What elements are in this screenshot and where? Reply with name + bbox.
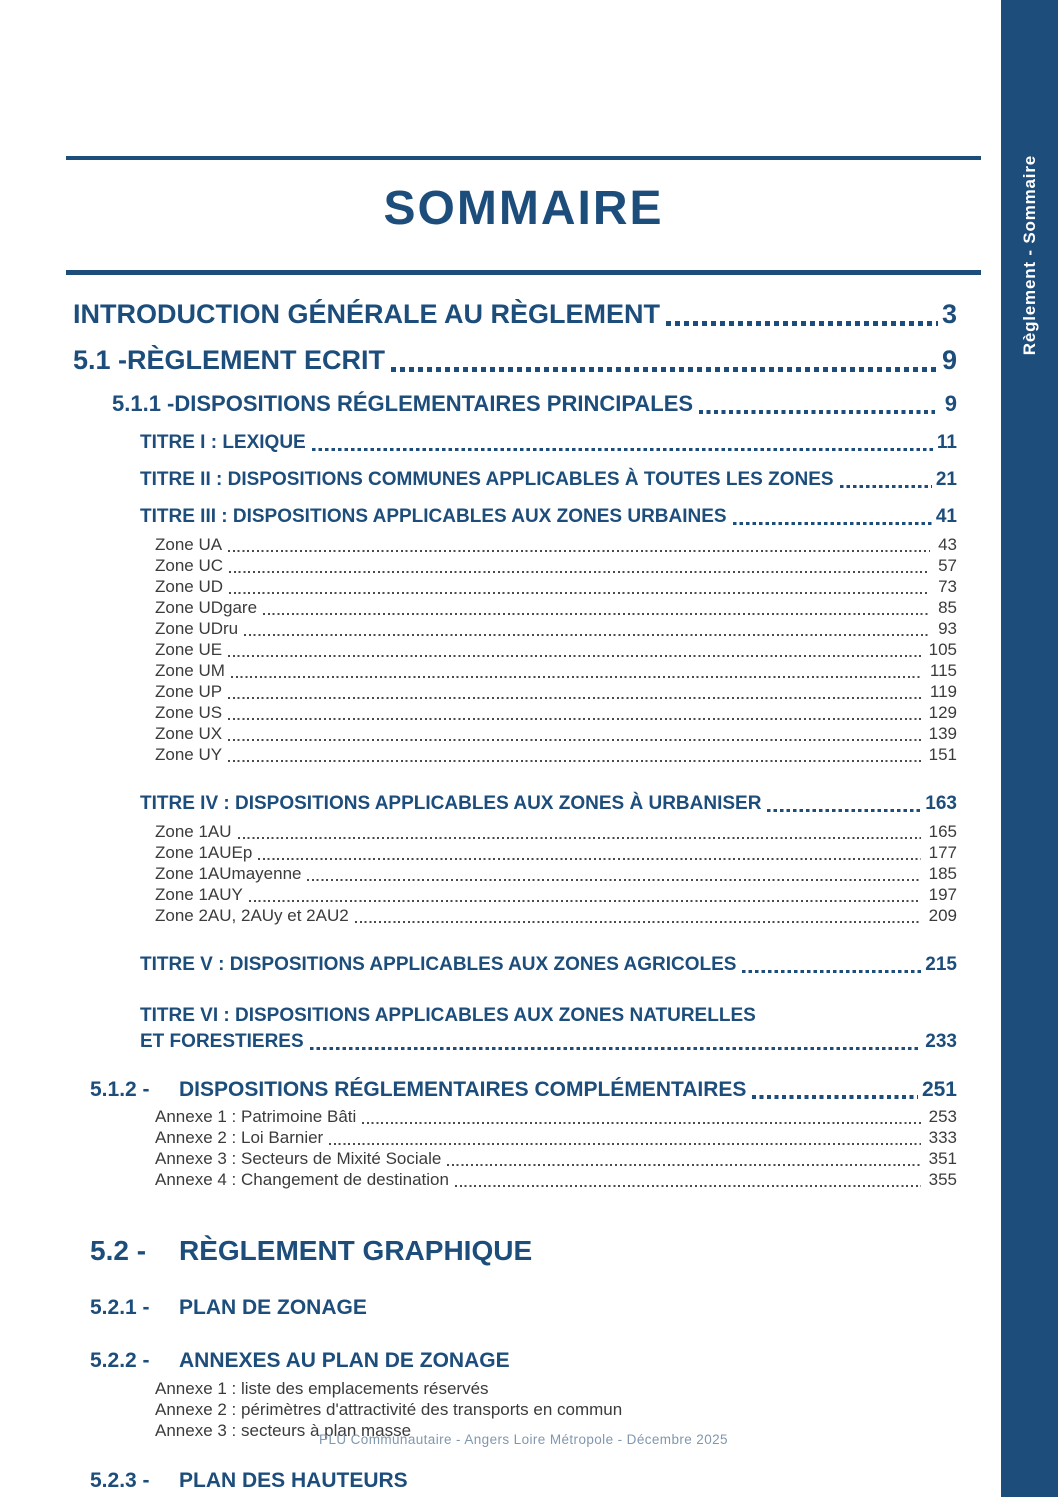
toc-entry-line: [155, 723, 957, 744]
toc-entry: [66, 842, 981, 863]
toc-entry-line: [140, 468, 957, 492]
toc-entry-page: 151: [928, 745, 957, 764]
toc-entry: [66, 723, 981, 744]
toc: [66, 275, 981, 1494]
toc-entry-line: [155, 618, 957, 639]
toc-entry-label: Annexe 1 : Patrimoine Bâti: [155, 1107, 357, 1126]
toc-entry-page: 57: [938, 556, 957, 575]
toc-entry-line: [155, 1106, 957, 1127]
toc-entry-page: 41: [935, 506, 957, 527]
toc-entry-page: 185: [928, 864, 957, 883]
dot-leader: [263, 613, 930, 615]
title-rule-top: [66, 156, 981, 160]
toc-entry-number: 5.2 -: [90, 1235, 147, 1266]
toc-entry-line: [155, 1148, 957, 1169]
toc-entry-label: Annexe 3 : secteurs à plan masse: [155, 1421, 412, 1440]
toc-entry: [66, 863, 981, 884]
toc-entry: [66, 555, 981, 576]
toc-entry-line: [155, 702, 957, 723]
toc-entry-line: [155, 905, 957, 926]
toc-entry-page: 177: [928, 843, 957, 862]
toc-entry-page: 9: [944, 391, 957, 416]
toc-entry-line: [73, 297, 957, 331]
toc-entry-label: Annexe 2 : Loi Barnier: [155, 1128, 324, 1147]
toc-entry-page: 105: [928, 640, 957, 659]
toc-entry-line: [155, 842, 957, 863]
toc-entry: [66, 1399, 981, 1420]
toc-entry-label: TITRE VI : DISPOSITIONS APPLICABLES AUX ZONES NATURELLES: [140, 1005, 756, 1026]
dot-leader: [238, 837, 921, 839]
toc-entry-line: [90, 1347, 957, 1374]
dot-leader: [699, 410, 935, 414]
toc-entry-line: [155, 1169, 957, 1190]
toc-entry-page: 139: [928, 724, 957, 743]
toc-entry: [66, 744, 981, 765]
toc-entry-page: 93: [938, 619, 957, 638]
toc-entry: [66, 1347, 981, 1374]
toc-entry: [66, 597, 981, 618]
toc-entry-label: Zone UY: [155, 745, 223, 764]
toc-entry: [66, 431, 981, 455]
dot-leader: [362, 1122, 920, 1124]
toc-entry: [66, 821, 981, 842]
toc-entry-page: 351: [928, 1149, 957, 1168]
dot-leader: [244, 634, 930, 636]
toc-entry-number: 5.2.1 -: [90, 1296, 150, 1319]
toc-entry-line: [155, 1378, 957, 1399]
toc-entry-label: PLAN DES HAUTEURS: [179, 1469, 408, 1492]
toc-entry-label-continued: ET FORESTIERES: [140, 1031, 304, 1052]
toc-entry-label: Zone UDru: [155, 619, 239, 638]
toc-entry-label: 5.1 -RÈGLEMENT ECRIT: [73, 345, 386, 375]
toc-entry: [66, 390, 981, 418]
toc-entry: [66, 618, 981, 639]
toc-entry-label: Zone 1AUY: [155, 885, 243, 904]
toc-entry-line: [140, 431, 957, 455]
toc-entry-label: Zone 1AUmayenne: [155, 864, 302, 883]
toc-entry-label: TITRE II : DISPOSITIONS COMMUNES APPLICABLES À TOUTES LES ZONES: [140, 469, 834, 490]
toc-entry-page: 11: [936, 432, 957, 453]
toc-entry-label: Zone UM: [155, 661, 225, 680]
dot-leader: [742, 970, 921, 973]
dot-leader: [229, 571, 930, 573]
toc-entry: [66, 1169, 981, 1190]
toc-entry: [66, 1294, 981, 1321]
toc-entry: [66, 343, 981, 377]
toc-entry-line: [140, 792, 957, 816]
toc-entry-page: 251: [921, 1078, 957, 1101]
toc-entry-label: Annexe 4 : Changement de destination: [155, 1170, 449, 1189]
toc-entry-label: 5.1.1 -DISPOSITIONS RÉGLEMENTAIRES PRINCIPALES: [112, 391, 694, 416]
toc-entry-page: 333: [928, 1128, 957, 1147]
toc-entry-line: [155, 744, 957, 765]
toc-entry-number: 5.2.2 -: [90, 1349, 150, 1372]
toc-entry-label: Zone UC: [155, 556, 224, 575]
toc-entry-label: RÈGLEMENT GRAPHIQUE: [179, 1235, 533, 1266]
dot-leader: [258, 858, 920, 860]
dot-leader: [228, 655, 921, 657]
toc-entry-line: [140, 1030, 957, 1054]
toc-entry-line: [155, 863, 957, 884]
dot-leader: [767, 809, 921, 812]
toc-entry: [66, 702, 981, 723]
dot-leader: [840, 485, 932, 488]
toc-entry-label: INTRODUCTION GÉNÉRALE AU RÈGLEMENT: [73, 299, 660, 329]
toc-entry: [66, 1004, 981, 1054]
dot-leader: [228, 739, 921, 741]
side-band: [1001, 0, 1058, 1497]
toc-entry: [66, 681, 981, 702]
toc-entry-line: [155, 576, 957, 597]
toc-entry-page: 165: [928, 822, 957, 841]
dot-leader: [228, 718, 921, 720]
toc-entry: [66, 639, 981, 660]
toc-entry-label: Annexe 1 : liste des emplacements réservés: [155, 1379, 489, 1398]
toc-entry-line: [155, 681, 957, 702]
dot-leader: [310, 1047, 922, 1050]
toc-entry-label: Zone UDgare: [155, 598, 258, 617]
toc-entry: [66, 1234, 981, 1268]
toc-entry-line: [112, 390, 957, 418]
toc-entry-line: [155, 1399, 957, 1420]
toc-entry-page: 197: [928, 885, 957, 904]
toc-entry-label: Zone UE: [155, 640, 223, 659]
toc-entry: [66, 1467, 981, 1494]
toc-entry-label: Zone UX: [155, 724, 223, 743]
toc-entry-label: DISPOSITIONS RÉGLEMENTAIRES COMPLÉMENTAIRES: [179, 1078, 747, 1101]
dot-leader: [307, 879, 920, 881]
toc-entry-label: TITRE I : LEXIQUE: [140, 432, 306, 453]
toc-entry-page: 9: [941, 345, 957, 375]
toc-entry-label: TITRE IV : DISPOSITIONS APPLICABLES AUX ZONES À URBANISER: [140, 793, 762, 814]
dot-leader: [312, 448, 933, 451]
dot-leader: [329, 1143, 920, 1145]
toc-entry-line: [90, 1076, 957, 1103]
toc-entry: [66, 576, 981, 597]
toc-entry-line: [155, 639, 957, 660]
dot-leader: [733, 522, 932, 525]
toc-entry-label: Annexe 2 : périmètres d'attractivité des transports en commun: [155, 1400, 623, 1419]
toc-entry-page: 215: [925, 954, 957, 975]
toc-entry-page: 119: [929, 682, 957, 701]
toc-entry-page: 209: [928, 906, 957, 925]
toc-entry-page: 163: [925, 793, 957, 814]
toc-entry: [66, 1148, 981, 1169]
toc-entry-label: Zone UD: [155, 577, 224, 596]
toc-entry-number: 5.2.3 -: [90, 1469, 150, 1492]
toc-entry: [66, 905, 981, 926]
toc-entry: [66, 505, 981, 529]
toc-entry-page: 43: [938, 535, 957, 554]
toc-entry-label: Zone 1AUEp: [155, 843, 253, 862]
toc-entry: [66, 1106, 981, 1127]
dot-leader: [355, 921, 921, 923]
toc-entry: [66, 468, 981, 492]
toc-entry: [66, 660, 981, 681]
toc-entry-page: 85: [938, 598, 957, 617]
toc-entry-line: [155, 597, 957, 618]
dot-leader: [231, 676, 922, 678]
toc-entry-page: 21: [935, 469, 957, 490]
toc-entry-line: [90, 1234, 957, 1268]
dot-leader: [228, 760, 921, 762]
dot-leader: [229, 592, 930, 594]
toc-entry-line: [155, 660, 957, 681]
toc-entry: [66, 884, 981, 905]
page-title: SOMMAIRE: [383, 182, 664, 235]
toc-entry-label: Annexe 3 : Secteurs de Mixité Sociale: [155, 1149, 442, 1168]
toc-entry-line: [155, 555, 957, 576]
toc-entry: [66, 534, 981, 555]
toc-entry-page: 355: [928, 1170, 957, 1189]
toc-entry-page: 233: [925, 1031, 957, 1052]
dot-leader: [228, 550, 930, 552]
toc-entry-label: Zone UA: [155, 535, 223, 554]
content-column: [66, 156, 981, 1494]
toc-entry-page: 253: [928, 1107, 957, 1126]
toc-entry-line: [155, 1127, 957, 1148]
toc-entry-number: 5.1.2 -: [90, 1078, 150, 1101]
toc-entry: [66, 1378, 981, 1399]
toc-entry: [66, 792, 981, 816]
toc-entry-label: Zone 2AU, 2AUy et 2AU2: [155, 906, 349, 925]
toc-entry: [66, 1127, 981, 1148]
toc-entry-label: PLAN DE ZONAGE: [179, 1296, 367, 1319]
toc-entry-line: [90, 1294, 957, 1321]
toc-entry-label: TITRE III : DISPOSITIONS APPLICABLES AUX ZONES URBAINES: [140, 506, 727, 527]
toc-entry-page: 73: [938, 577, 957, 596]
toc-entry-line: [140, 953, 957, 977]
toc-entry: [66, 953, 981, 977]
toc-entry-line: [155, 884, 957, 905]
toc-entry-label: ANNEXES AU PLAN DE ZONAGE: [179, 1349, 510, 1372]
toc-entry: [66, 297, 981, 331]
toc-entry-page: 3: [941, 299, 957, 329]
toc-entry-line: [90, 1467, 957, 1494]
dot-leader: [249, 900, 921, 902]
toc-entry-page: 129: [928, 703, 957, 722]
toc-entry-line: [140, 505, 957, 529]
toc-entry-line: [155, 534, 957, 555]
toc-entry-label: TITRE V : DISPOSITIONS APPLICABLES AUX ZONES AGRICOLES: [140, 954, 737, 975]
dot-leader: [455, 1185, 921, 1187]
side-band-label-wrap: [1001, 150, 1058, 360]
toc-entry-line: [140, 1004, 957, 1028]
dot-leader: [391, 367, 938, 372]
toc-entry-line: [73, 343, 957, 377]
toc-entry: [66, 1076, 981, 1103]
dot-leader: [228, 697, 922, 699]
toc-entry-page: 115: [929, 661, 957, 680]
dot-leader: [447, 1164, 920, 1166]
side-band-label: Règlement - Sommaire: [1019, 154, 1039, 356]
toc-entry-label: Zone UP: [155, 682, 223, 701]
page-footer: PLU Communautaire - Angers Loire Métropole - Décembre 2025: [319, 1432, 728, 1447]
toc-entry-label: Zone 1AU: [155, 822, 232, 841]
dot-leader: [666, 321, 938, 326]
toc-entry-line: [155, 821, 957, 842]
dot-leader: [752, 1095, 918, 1099]
toc-entry-label: Zone US: [155, 703, 223, 722]
